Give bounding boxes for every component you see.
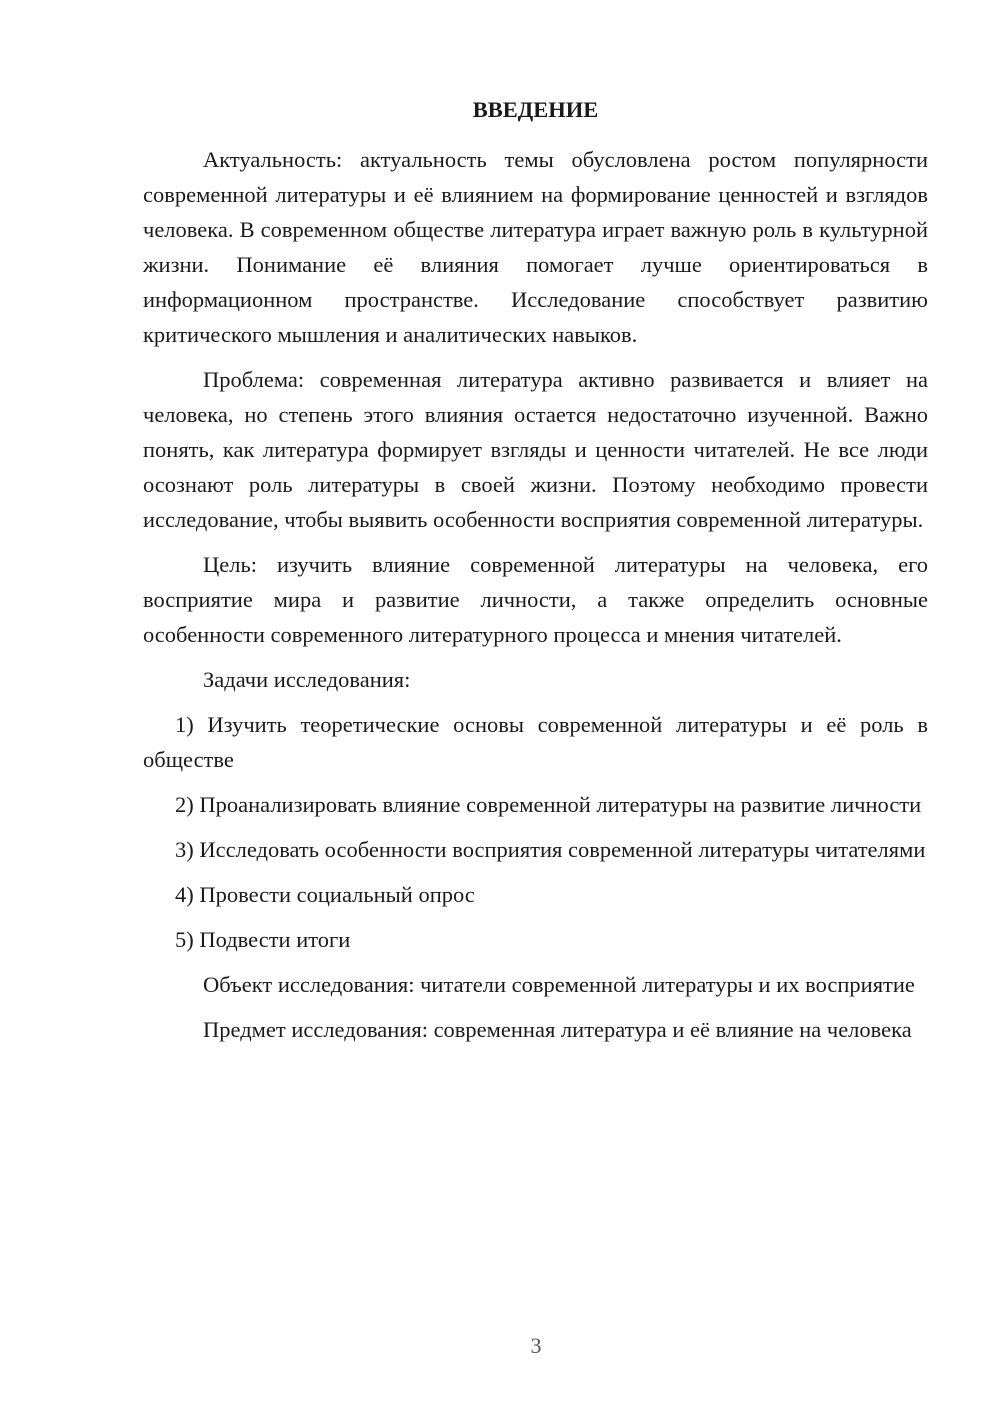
paragraph-relevance: Актуальность: актуальность темы обусловлена ростом популярности современной литературы и её влиянием на формирование ценностей и взглядов человека. В современном обществе литература играет важную роль в культурной жизни. Понимание её влияния помогает лучше ориентироваться в информационном пространстве. Исследование способствует развитию критического мышления и аналитических навыков. bbox=[143, 147, 928, 347]
paragraph-problem: Проблема: современная литература активно развивается и влияет на человека, но степень этого влияния остается недостаточно изученной. Важно понять, как литература формирует взгляды и ценности читателей. Не все люди осознают роль литературы в своей жизни. Поэтому необходимо провести исследование, чтобы выявить особенности восприятия современной литературы. bbox=[143, 367, 928, 532]
paragraph-object: Объект исследования: читатели современной литературы и их восприятие bbox=[203, 972, 915, 997]
list-item: 1) Изучить теоретические основы современной литературы и её роль в обществе bbox=[143, 712, 928, 772]
list-item: 3) Исследовать особенности восприятия современной литературы читателями bbox=[175, 837, 926, 862]
tasks-heading: Задачи исследования: bbox=[203, 667, 411, 692]
paragraph-goal: Цель: изучить влияние современной литературы на человека, его восприятие мира и развитие личности, а также определить основные особенности современного литературного процесса и мнения читателей. bbox=[143, 552, 928, 647]
paragraph-subject: Предмет исследования: современная литература и её влияние на человека bbox=[203, 1017, 912, 1042]
list-item: 4) Провести социальный опрос bbox=[175, 882, 475, 907]
list-item: 5) Подвести итоги bbox=[175, 927, 351, 952]
tasks-list bbox=[143, 707, 928, 957]
document-page bbox=[143, 92, 928, 1057]
page-number: 3 bbox=[530, 1333, 542, 1358]
list-item: 2) Проанализировать влияние современной литературы на развитие личности bbox=[175, 792, 922, 817]
page-title: ВВЕДЕНИЕ bbox=[472, 97, 599, 122]
